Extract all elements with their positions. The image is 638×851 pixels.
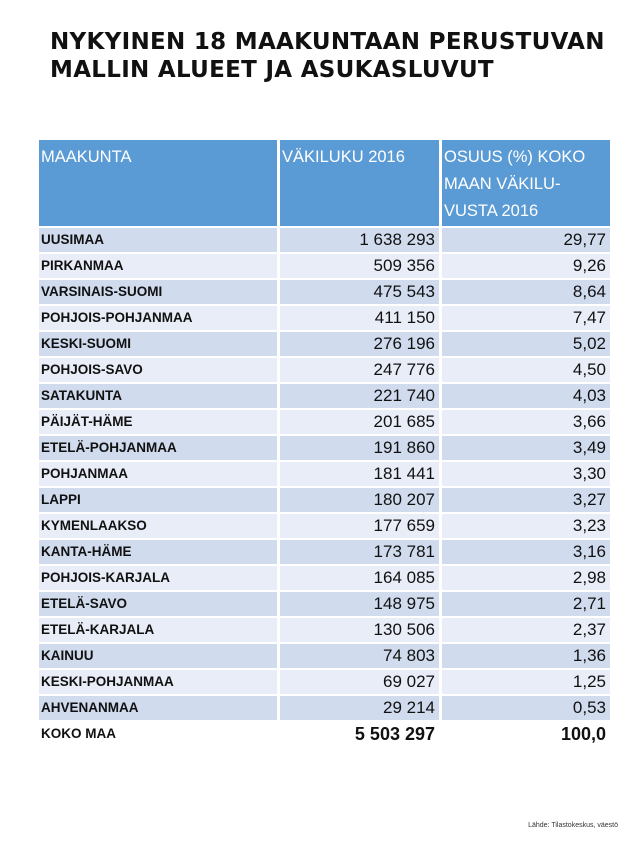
cell-vakiluku: 29 214 bbox=[277, 696, 439, 720]
cell-maakunta: KAINUU bbox=[39, 644, 277, 668]
cell-osuus: 5,02 bbox=[439, 332, 610, 356]
table-row bbox=[39, 254, 610, 278]
cell-vakiluku: 509 356 bbox=[277, 254, 439, 278]
cell-maakunta: KYMENLAAKSO bbox=[39, 514, 277, 538]
table-row bbox=[39, 644, 610, 668]
cell-vakiluku: 475 543 bbox=[277, 280, 439, 304]
cell-maakunta: KESKI-SUOMI bbox=[39, 332, 277, 356]
cell-maakunta: KANTA-HÄME bbox=[39, 540, 277, 564]
table-row bbox=[39, 670, 610, 694]
cell-vakiluku: 5 503 297 bbox=[277, 722, 439, 746]
cell-osuus: 3,66 bbox=[439, 410, 610, 434]
cell-maakunta: LAPPI bbox=[39, 488, 277, 512]
cell-vakiluku: 221 740 bbox=[277, 384, 439, 408]
table-row bbox=[39, 436, 610, 460]
cell-osuus: 3,27 bbox=[439, 488, 610, 512]
cell-osuus: 3,23 bbox=[439, 514, 610, 538]
cell-maakunta: PIRKANMAA bbox=[39, 254, 277, 278]
cell-osuus: 4,03 bbox=[439, 384, 610, 408]
cell-maakunta: POHJOIS-SAVO bbox=[39, 358, 277, 382]
table-row bbox=[39, 358, 610, 382]
source-note: Lähde: Tilastokeskus, väestö bbox=[528, 822, 618, 829]
table-row bbox=[39, 592, 610, 616]
cell-maakunta: AHVENANMAA bbox=[39, 696, 277, 720]
cell-maakunta: KOKO MAA bbox=[39, 722, 277, 746]
cell-vakiluku: 130 506 bbox=[277, 618, 439, 642]
table-row bbox=[39, 332, 610, 356]
cell-osuus: 9,26 bbox=[439, 254, 610, 278]
cell-vakiluku: 1 638 293 bbox=[277, 228, 439, 252]
table-row bbox=[39, 410, 610, 434]
cell-vakiluku: 148 975 bbox=[277, 592, 439, 616]
cell-vakiluku: 247 776 bbox=[277, 358, 439, 382]
cell-osuus: 8,64 bbox=[439, 280, 610, 304]
cell-maakunta: KESKI-POHJANMAA bbox=[39, 670, 277, 694]
cell-maakunta: UUSIMAA bbox=[39, 228, 277, 252]
table-row bbox=[39, 228, 610, 252]
cell-osuus: 29,77 bbox=[439, 228, 610, 252]
cell-vakiluku: 69 027 bbox=[277, 670, 439, 694]
cell-vakiluku: 177 659 bbox=[277, 514, 439, 538]
page-title: NYKYINEN 18 MAAKUNTAAN PERUSTUVAN MALLIN ALUEET JA ASUKASLUVUT bbox=[50, 29, 605, 83]
table-total-row bbox=[39, 722, 610, 746]
table-row bbox=[39, 540, 610, 564]
table-row bbox=[39, 566, 610, 590]
table-header-row bbox=[39, 140, 610, 226]
cell-vakiluku: 180 207 bbox=[277, 488, 439, 512]
table-row bbox=[39, 306, 610, 330]
header-vakiluku: VÄKILUKU 2016 bbox=[277, 140, 439, 226]
table-body bbox=[39, 228, 610, 746]
table-row bbox=[39, 462, 610, 486]
cell-maakunta: SATAKUNTA bbox=[39, 384, 277, 408]
cell-vakiluku: 173 781 bbox=[277, 540, 439, 564]
cell-vakiluku: 411 150 bbox=[277, 306, 439, 330]
cell-vakiluku: 181 441 bbox=[277, 462, 439, 486]
cell-osuus: 3,30 bbox=[439, 462, 610, 486]
cell-vakiluku: 74 803 bbox=[277, 644, 439, 668]
cell-maakunta: ETELÄ-SAVO bbox=[39, 592, 277, 616]
cell-osuus: 2,71 bbox=[439, 592, 610, 616]
cell-osuus: 1,25 bbox=[439, 670, 610, 694]
cell-vakiluku: 191 860 bbox=[277, 436, 439, 460]
cell-osuus: 100,0 bbox=[439, 722, 610, 746]
cell-osuus: 2,98 bbox=[439, 566, 610, 590]
table-row bbox=[39, 618, 610, 642]
population-table bbox=[39, 138, 610, 748]
cell-osuus: 7,47 bbox=[439, 306, 610, 330]
cell-osuus: 3,16 bbox=[439, 540, 610, 564]
cell-maakunta: ETELÄ-KARJALA bbox=[39, 618, 277, 642]
cell-maakunta: ETELÄ-POHJANMAA bbox=[39, 436, 277, 460]
cell-vakiluku: 201 685 bbox=[277, 410, 439, 434]
cell-maakunta: POHJANMAA bbox=[39, 462, 277, 486]
cell-osuus: 4,50 bbox=[439, 358, 610, 382]
cell-maakunta: PÄIJÄT-HÄME bbox=[39, 410, 277, 434]
cell-osuus: 3,49 bbox=[439, 436, 610, 460]
cell-maakunta: POHJOIS-POHJANMAA bbox=[39, 306, 277, 330]
table-row bbox=[39, 384, 610, 408]
header-osuus: OSUUS (%) KOKO MAAN VÄKILU-VUSTA 2016 bbox=[439, 140, 610, 226]
table-row bbox=[39, 514, 610, 538]
cell-vakiluku: 276 196 bbox=[277, 332, 439, 356]
cell-osuus: 1,36 bbox=[439, 644, 610, 668]
cell-vakiluku: 164 085 bbox=[277, 566, 439, 590]
table-row bbox=[39, 488, 610, 512]
header-maakunta: MAAKUNTA bbox=[39, 140, 277, 226]
cell-osuus: 2,37 bbox=[439, 618, 610, 642]
cell-maakunta: VARSINAIS-SUOMI bbox=[39, 280, 277, 304]
table-row bbox=[39, 280, 610, 304]
cell-maakunta: POHJOIS-KARJALA bbox=[39, 566, 277, 590]
table-row bbox=[39, 696, 610, 720]
cell-osuus: 0,53 bbox=[439, 696, 610, 720]
